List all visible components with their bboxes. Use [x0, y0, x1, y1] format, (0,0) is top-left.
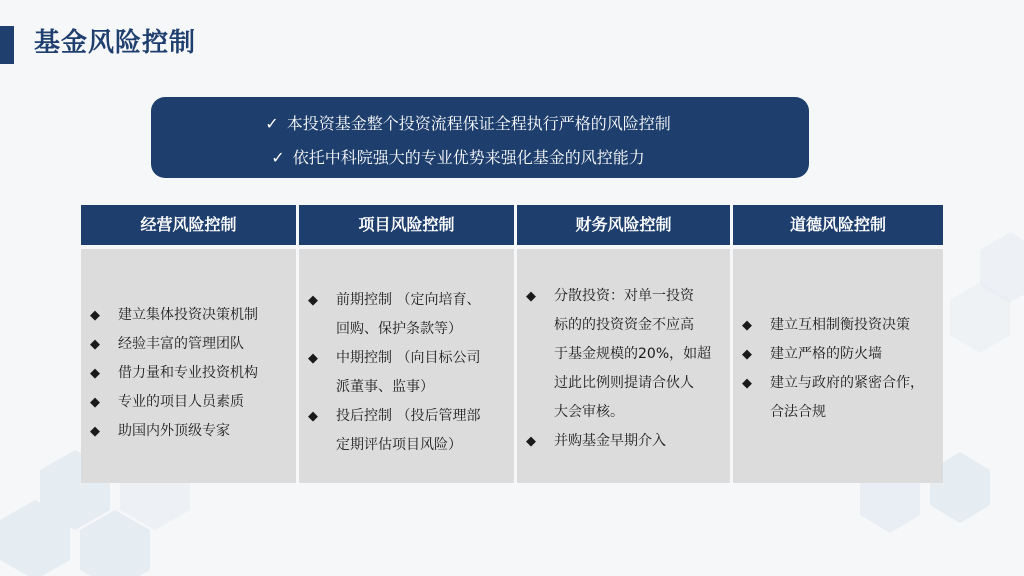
diamond-bullet-icon: ◆ [308, 409, 318, 424]
diamond-bullet-icon: ◆ [90, 366, 100, 381]
banner-line-2 [129, 145, 787, 168]
diamond-bullet-icon: ◆ [90, 395, 100, 410]
list-item: ◆ 前期控制 （定向培育、 回购、保护条款等） [308, 286, 480, 344]
risk-control-table [81, 205, 943, 483]
diamond-bullet-icon: ◆ [742, 318, 752, 333]
list-item: ◆ 建立集体投资决策机制 [90, 301, 258, 330]
list-item: ◆ 助国内外顶级专家 [90, 417, 230, 446]
column-header-financial: 财务风险控制 [517, 205, 730, 245]
list-item: ◆ 并购基金早期介入 [526, 427, 666, 456]
diamond-bullet-icon: ◆ [742, 347, 752, 362]
check-icon: ✓ [271, 148, 285, 167]
list-item: ◆ 建立严格的防火墙 [742, 340, 882, 369]
column-header-project: 项目风险控制 [299, 205, 514, 245]
page-title: 基金风险控制 [34, 28, 197, 58]
list-item: ◆ 建立互相制衡投资决策 [742, 311, 910, 340]
diamond-bullet-icon: ◆ [308, 293, 318, 308]
column-header-ethical: 道德风险控制 [733, 205, 943, 245]
list-item: ◆ 经验丰富的管理团队 [90, 330, 244, 359]
list-item: ◆ 专业的项目人员素质 [90, 388, 244, 417]
list-item: ◆ 中期控制 （向目标公司 派董事、监事） [308, 344, 480, 402]
list-item: ◆ 投后控制 （投后管理部 定期评估项目风险） [308, 402, 480, 460]
banner-line-text: 本投资基金整个投资流程保证全程执行严格的风险控制 [286, 114, 671, 133]
column-body-project [299, 249, 514, 483]
diamond-bullet-icon: ◆ [90, 337, 100, 352]
list-item: ◆ 借力量和专业投资机构 [90, 359, 258, 388]
column-header-operational: 经营风险控制 [81, 205, 296, 245]
diamond-bullet-icon: ◆ [90, 424, 100, 439]
column-body-operational [81, 249, 296, 483]
diamond-bullet-icon: ◆ [526, 434, 536, 449]
diamond-bullet-icon: ◆ [308, 351, 318, 366]
column-body-financial [517, 249, 730, 483]
diamond-bullet-icon: ◆ [90, 308, 100, 323]
diamond-bullet-icon: ◆ [742, 376, 752, 391]
banner-line-1 [139, 111, 797, 134]
title-accent-bar [0, 26, 14, 64]
summary-banner [151, 97, 809, 178]
check-icon: ✓ [265, 114, 279, 133]
list-item: ◆ 建立与政府的紧密合作， 合法合规 [742, 369, 924, 427]
diamond-bullet-icon: ◆ [526, 289, 536, 304]
column-body-ethical [733, 249, 943, 483]
banner-line-text: 依托中科院强大的专业优势来强化基金的风控能力 [292, 148, 645, 167]
list-item: ◆ 分散投资：对单一投资 标的的投资资金不应高 于基金规模的20%，如超 过此比例则提请合伙人 大会审核。 [526, 282, 711, 427]
